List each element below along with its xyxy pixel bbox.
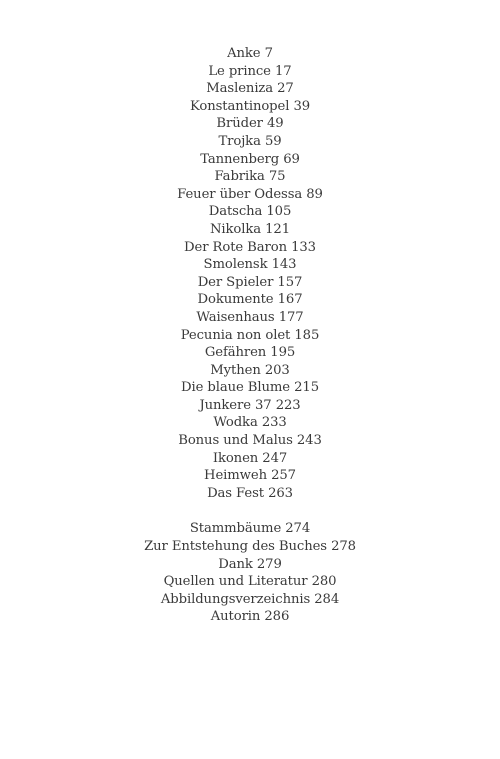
toc-entry-title: Heimweh (204, 468, 267, 484)
toc-entry (0, 414, 500, 432)
toc-entry (0, 573, 500, 591)
toc-entry (0, 344, 500, 362)
toc-entry-title: Abbildungsverzeichnis (160, 591, 311, 607)
toc-entry (0, 239, 500, 257)
toc-entry (0, 397, 500, 415)
toc-entry (0, 115, 500, 133)
toc-entry-title: Waisenhaus (196, 309, 275, 325)
toc-entry-page: 286 (264, 609, 290, 625)
toc-entry-title: Stammbäume (189, 521, 282, 537)
toc-entry-title: Tannenberg (200, 151, 280, 167)
toc-entry (0, 309, 500, 327)
toc-entry (0, 203, 500, 221)
toc-entry-page: 59 (264, 133, 282, 149)
toc-entry-page: 27 (277, 81, 294, 97)
toc-entry-title: Junkere 37 (199, 397, 272, 413)
toc-entry-title: Konstantinopel (189, 98, 290, 114)
toc-entry-title: Dokumente (197, 292, 274, 308)
toc-entry-title: Fabrika (214, 169, 265, 185)
toc-entry-page: 39 (293, 98, 311, 114)
toc-entry-title: Wodka (213, 415, 258, 431)
toc-entry (0, 133, 500, 151)
toc-entry (0, 556, 500, 574)
toc-entry-page: 157 (277, 274, 303, 290)
toc-entry-page: 223 (275, 397, 301, 413)
toc-entry (0, 538, 500, 556)
toc-entry-page: 279 (256, 556, 282, 572)
toc-entry-page: 121 (265, 221, 291, 237)
toc-entry-title: Das Fest (207, 485, 264, 501)
toc-entry-page: 7 (264, 46, 273, 61)
table-of-contents (0, 45, 500, 626)
toc-entry-title: Feuer über Odessa (177, 186, 303, 202)
toc-entry-page: 215 (294, 380, 319, 396)
toc-entry-page: 105 (266, 204, 292, 220)
toc-entry-title: Quellen und Literatur (163, 574, 308, 590)
toc-entry (0, 327, 500, 345)
toc-entry-page: 75 (268, 169, 286, 185)
toc-entry (0, 379, 500, 397)
toc-entry-title: Masleniza (206, 81, 274, 97)
toc-entry-page: 284 (314, 591, 340, 607)
toc-entry-page: 17 (275, 63, 292, 79)
toc-entry (0, 168, 500, 186)
toc-entry-title: Dank (218, 556, 253, 572)
toc-entry (0, 362, 500, 380)
toc-entry-page: 185 (294, 327, 320, 343)
toc-entry-title: Le prince (208, 63, 271, 79)
toc-entry-title: Anke (227, 46, 261, 61)
toc-entry-page: 257 (271, 468, 296, 484)
toc-entry-page: 263 (268, 485, 293, 501)
toc-entry-title: Gefähren (204, 345, 267, 361)
toc-entry (0, 98, 500, 116)
toc-entry-page: 247 (262, 450, 288, 466)
toc-entry-page: 195 (270, 345, 296, 361)
toc-entry (0, 467, 500, 485)
toc-entry (0, 221, 500, 239)
toc-entry-page: 274 (285, 521, 311, 537)
toc-entry (0, 608, 500, 626)
toc-entry-title: Mythen (210, 362, 261, 378)
toc-entry (0, 151, 500, 169)
toc-entry-title: Der Spieler (197, 274, 274, 290)
toc-entry-title: Die blaue Blume (181, 380, 291, 396)
toc-entry-page: 278 (331, 539, 356, 555)
toc-entry-title: Ikonen (212, 450, 259, 466)
toc-entry (0, 45, 500, 63)
toc-entry-page: 49 (266, 116, 284, 132)
toc-entry-page: 89 (306, 186, 323, 202)
toc-entry-page: 203 (264, 362, 290, 378)
appendix-list (0, 520, 500, 626)
toc-entry (0, 591, 500, 609)
toc-entry (0, 63, 500, 81)
chapter-list (0, 45, 500, 502)
toc-entry-page: 243 (296, 433, 322, 449)
toc-entry-title: Datscha (208, 204, 263, 220)
toc-entry-page: 177 (278, 309, 304, 325)
toc-entry-page: 233 (261, 415, 287, 431)
toc-entry (0, 520, 500, 538)
toc-entry (0, 274, 500, 292)
toc-entry-title: Trojka (218, 133, 261, 149)
toc-entry (0, 485, 500, 503)
toc-entry (0, 256, 500, 274)
toc-entry (0, 80, 500, 98)
toc-entry-page: 280 (311, 574, 337, 590)
toc-entry (0, 450, 500, 468)
toc-entry-title: Nikolka (209, 221, 262, 237)
toc-entry-title: Brüder (216, 116, 263, 132)
toc-entry (0, 291, 500, 309)
toc-entry-title: Autorin (210, 609, 261, 625)
toc-entry-page: 133 (291, 239, 316, 255)
toc-entry-title: Pecunia non olet (180, 327, 291, 343)
toc-entry-title: Zur Entstehung des Buches (144, 539, 327, 555)
toc-entry (0, 186, 500, 204)
toc-entry-title: Der Rote Baron (184, 239, 287, 255)
toc-entry-page: 167 (277, 292, 303, 308)
section-gap (0, 502, 500, 520)
toc-entry-title: Smolensk (203, 257, 268, 273)
toc-entry-page: 69 (283, 151, 300, 167)
toc-entry-page: 143 (271, 257, 297, 273)
toc-entry (0, 432, 500, 450)
toc-entry-title: Bonus und Malus (178, 433, 293, 449)
